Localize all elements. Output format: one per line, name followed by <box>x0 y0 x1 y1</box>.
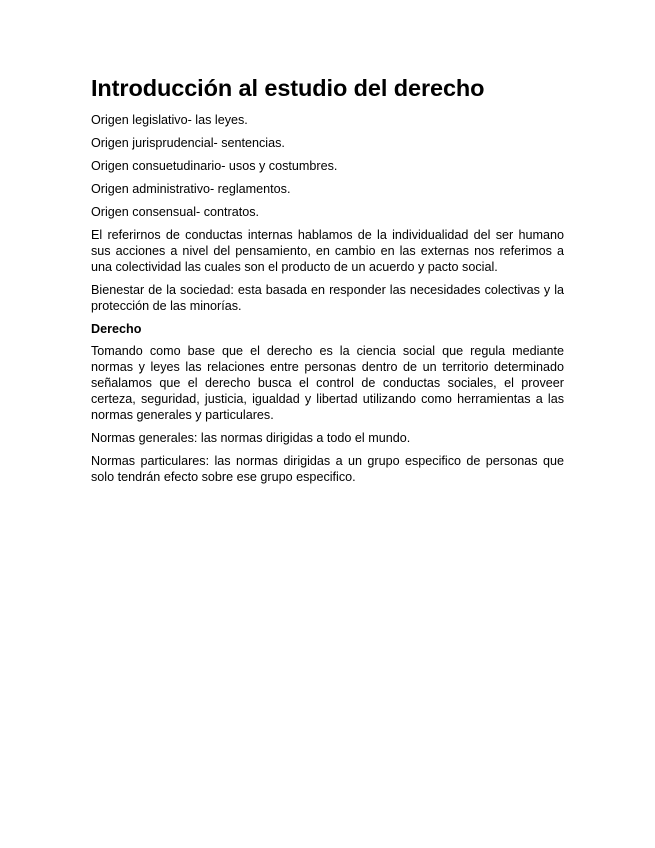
normas-particulares-paragraph: Normas particulares: las normas dirigidas a un grupo especifico de personas que solo tendrán efecto sobre ese grupo especifico. <box>91 454 564 484</box>
origin-consuetudinario: Origen consuetudinario- usos y costumbres. <box>91 159 338 173</box>
normas-generales-paragraph: Normas generales: las normas dirigidas a todo el mundo. <box>91 431 411 445</box>
derecho-heading: Derecho <box>91 322 142 336</box>
derecho-paragraph: Tomando como base que el derecho es la ciencia social que regula mediante normas y leyes las relaciones entre personas dentro de un territorio determinado señalamos que el derecho busca el control de conductas sociales, el proveer certeza, seguridad, justicia, igualdad y libertad utilizando como herramientas a las normas generales y particulares. <box>91 344 564 422</box>
page-title: Introducción al estudio del derecho <box>91 75 485 101</box>
conductas-paragraph: El referirnos de conductas internas hablamos de la individualidad del ser humano sus acciones a nivel del pensamiento, en cambio en las externas nos referimos a una colectividad las cuales son el producto de un acuerdo y pacto social. <box>91 228 564 274</box>
origin-consensual: Origen consensual- contratos. <box>91 205 260 219</box>
origin-jurisprudencial: Origen jurisprudencial- sentencias. <box>91 136 285 150</box>
origin-administrativo: Origen administrativo- reglamentos. <box>91 182 291 196</box>
origin-legislativo: Origen legislativo- las leyes. <box>91 113 248 127</box>
bienestar-paragraph: Bienestar de la sociedad: esta basada en responder las necesidades colectivas y la protección de las minorías. <box>91 283 564 313</box>
document-page <box>91 72 564 492</box>
